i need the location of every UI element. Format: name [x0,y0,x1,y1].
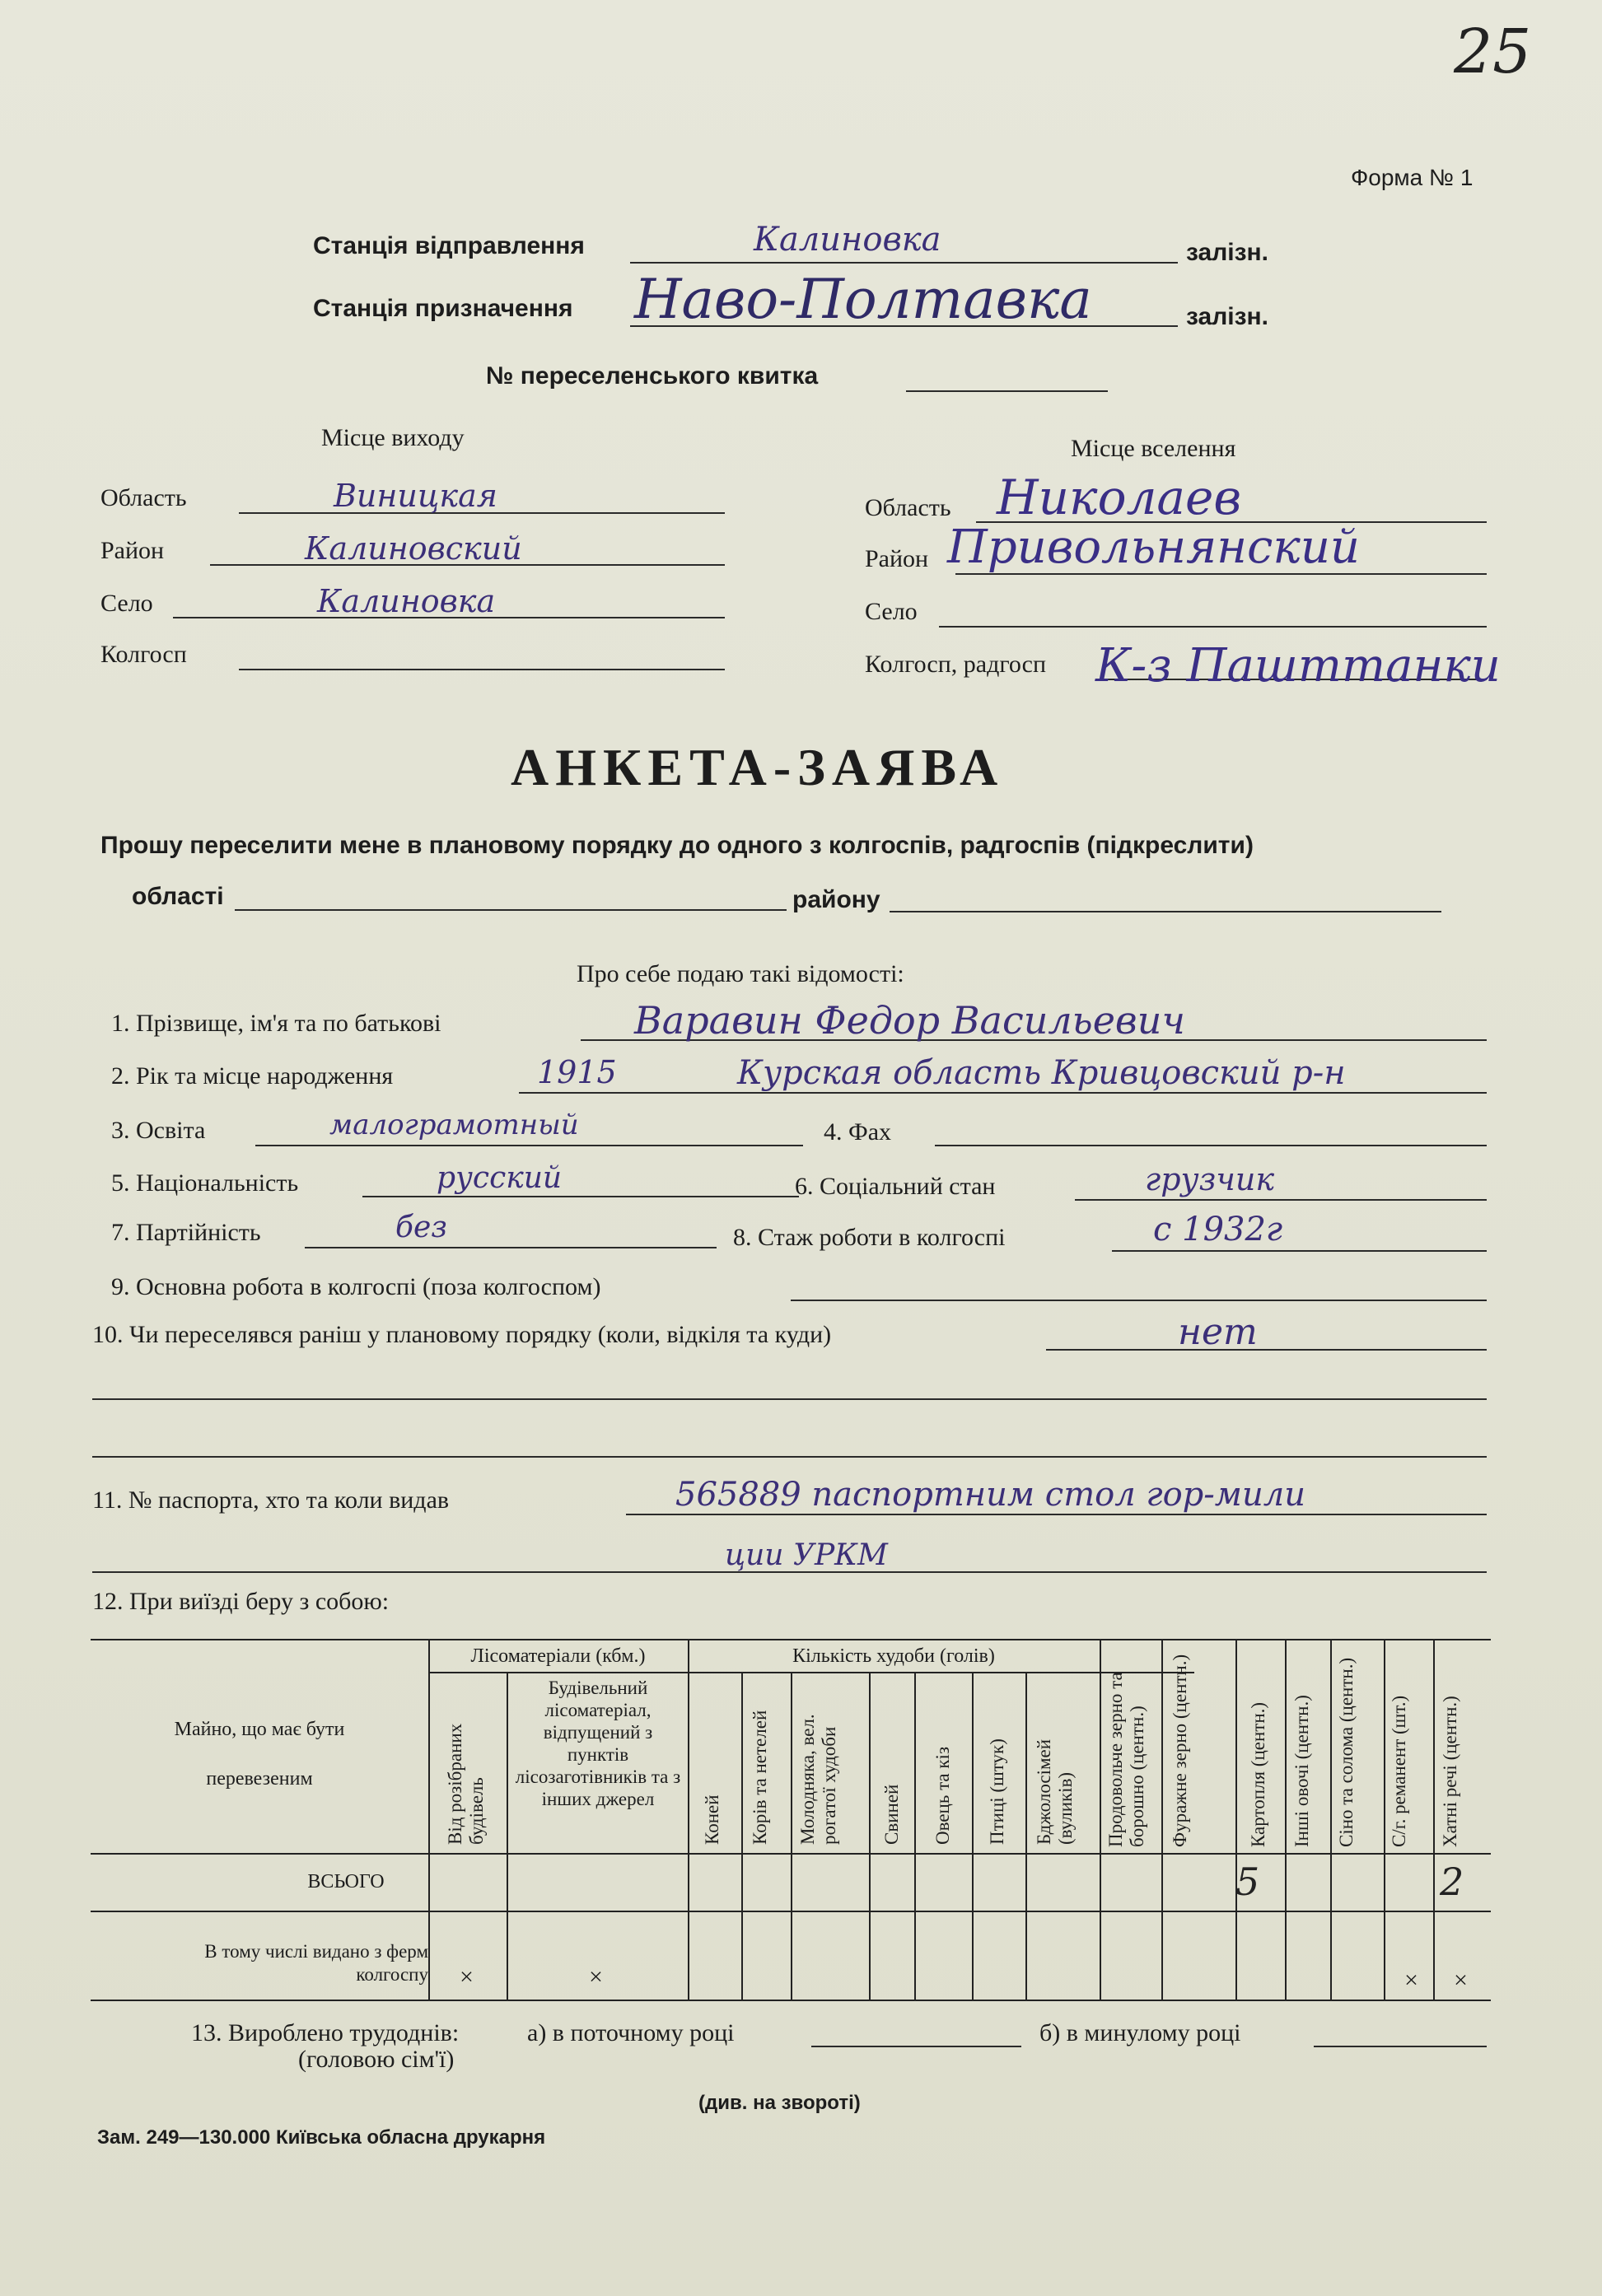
col-horses: Коней [702,1794,722,1845]
col-equipment: С/г. реманент (шт.) [1389,1695,1409,1847]
dest-station-value: Наво-Полтавка [634,268,1092,331]
field-9-line [791,1300,1487,1301]
belongings-table [91,1639,1491,2001]
col-other-veg: Інші овочі (центн.) [1291,1695,1312,1847]
printer-line: Зам. 249—130.000 Київська обласна друкарня [97,2126,546,2149]
origin-kolhosp-line [239,669,725,670]
col-demolished: Від розібраних будівель [445,1723,487,1845]
field-12-label: 12. При виїзді беру з собою: [92,1588,390,1615]
field-6-line [1075,1199,1487,1201]
field-9-label: 9. Основна робота в колгоспі (поза колгоспом) [111,1273,601,1300]
field-2-year: 1915 [537,1054,617,1090]
row-farm-label: В тому числі видано з ферм колгоспу [204,1941,428,1985]
field-6-label: 6. Соціальний стан [795,1173,996,1200]
origin-oblast-value: Виницкая [334,478,497,514]
field-3-label: 3. Освіта [111,1117,206,1144]
field-10-extra-line-2 [92,1456,1487,1458]
col-poultry: Птиці (штук) [987,1738,1007,1845]
row-total-household: 2 [1440,1860,1464,1904]
field-2-line [519,1092,1487,1094]
field-8-line [1112,1250,1487,1252]
dest-kolhosp-value: К-з Пашттанки [1095,639,1501,693]
row-total-potatoes: 5 [1235,1860,1260,1904]
dep-station-label: Станція відправлення [313,232,585,259]
field-5-label: 5. Національність [111,1169,299,1197]
col-cows: Корів та нетелей [750,1710,770,1845]
origin-kolhosp-label: Колгосп [100,641,187,668]
field-13-b-label: б) в минулому році [1039,2019,1241,2046]
field-1-value: Варавин Федор Васильевич [634,998,1185,1043]
dep-station-line [630,262,1178,264]
dep-station-suffix: залізн. [1186,239,1268,266]
field-13-sub: (головою сім'ї) [298,2046,455,2073]
col-young-cattle: Молодняка, вел. рогатої худоби [797,1714,839,1845]
col-food-grain: Продовольче зерно та борошно (центн.) [1105,1672,1147,1847]
mark-building-timber: × [589,1963,603,1990]
field-2-place: Курская область Кривцовский р-н [737,1054,1346,1092]
row-total-label: ВСЬОГО [307,1871,385,1892]
field-1-label: 1. Прізвище, ім'я та по батькові [111,1010,441,1037]
page-number: 25 [1454,16,1532,87]
field-4-line [935,1145,1487,1146]
dest-selo-label: Село [865,598,918,625]
field-4-label: 4. Фах [824,1118,892,1146]
dest-station-suffix: залізн. [1186,303,1268,330]
mark-equipment: × [1404,1967,1418,1994]
ticket-line [906,390,1108,392]
dest-selo-line [939,626,1487,628]
col-bees: Бджолосімей (вуликів) [1034,1738,1076,1845]
mark-household: × [1454,1967,1468,1994]
field-3-value: малограмотный [329,1108,579,1141]
mark-demolished: × [460,1963,474,1990]
dest-kolhosp-label: Колгосп, радгосп [865,651,1047,678]
field-6-value: грузчик [1145,1161,1275,1197]
field-11-value-1: 565889 паспортним стол гор-мили [675,1476,1305,1514]
field-11-line [626,1514,1487,1515]
form-label: Форма № 1 [1351,165,1474,190]
origin-raion-value: Калиновский [305,530,522,567]
field-2-label: 2. Рік та місце народження [111,1062,394,1090]
field-11-label: 11. № паспорта, хто та коли видав [92,1486,450,1514]
destination-heading: Місце вселення [1071,435,1236,462]
dest-oblast-label: Область [865,494,951,521]
col-building-timber: Будівельний лісоматеріал, відпущений з пунктів лісозаготівників та з інших джерел [515,1678,681,1809]
dest-raion-value: Привольнянский [947,520,1360,574]
col-potatoes: Картопля (центн.) [1248,1701,1268,1847]
dep-station-value: Калиновка [754,221,941,259]
field-10-extra-line-1 [92,1398,1487,1400]
field-13-label: 13. Вироблено трудоднів: [191,2019,460,2046]
ticket-label: № переселенського квитка [486,362,819,390]
info-intro: Про себе подаю такі відомості: [577,960,904,987]
dest-station-label: Станція призначення [313,295,573,322]
field-13-a-line [811,2046,1021,2047]
group-timber: Лісоматеріали (кбм.) [470,1645,646,1667]
form-title: АНКЕТА-ЗАЯВА [511,738,1005,796]
origin-heading: Місце виходу [321,424,465,451]
request-raion-line [890,911,1441,912]
origin-selo-value: Калиновка [317,583,496,619]
field-8-value: с 1932г [1153,1211,1283,1248]
field-5-line [362,1196,799,1197]
origin-raion-label: Район [100,537,165,564]
request-oblast-line [235,909,787,911]
col-hay: Сіно та солома (центн.) [1336,1657,1357,1847]
field-11-value-2: ции УРКМ [725,1538,888,1572]
field-7-label: 7. Партійність [111,1219,261,1246]
field-10-line [1046,1349,1487,1351]
field-13-b-line [1314,2046,1487,2047]
col-pigs: Свиней [881,1784,902,1845]
field-8-label: 8. Стаж роботи в колгоспі [733,1224,1006,1251]
col-household: Хатні речі (центн.) [1440,1696,1460,1847]
request-line: Прошу переселити мене в плановому порядку до одного з колгоспів, радгоспів (підкреслити) [100,832,1254,859]
field-10-value: нет [1178,1311,1258,1353]
origin-oblast-label: Область [100,484,187,511]
dest-oblast-value: Николаев [997,469,1242,525]
request-raion-label: району [792,886,880,913]
field-7-line [305,1247,717,1248]
group-livestock: Кількість худоби (голів) [792,1645,995,1667]
col-property: Майно, що має бути перевезеним [174,1719,345,1790]
field-7-value: без [395,1211,447,1244]
col-sheep: Овець та кіз [932,1746,953,1845]
field-3-line [255,1145,803,1146]
see-reverse: (див. на звороті) [698,2092,861,2114]
col-fodder-grain: Фуражне зерно (центн.) [1170,1654,1190,1847]
field-10-label: 10. Чи переселявся раніш у плановому порядку (коли, відкіля та куди) [92,1321,832,1348]
origin-selo-label: Село [100,590,153,617]
dest-raion-label: Район [865,545,929,572]
field-13-a-label: а) в поточному році [527,2019,735,2046]
field-5-value: русский [437,1161,563,1195]
request-oblast-label: області [132,883,224,910]
